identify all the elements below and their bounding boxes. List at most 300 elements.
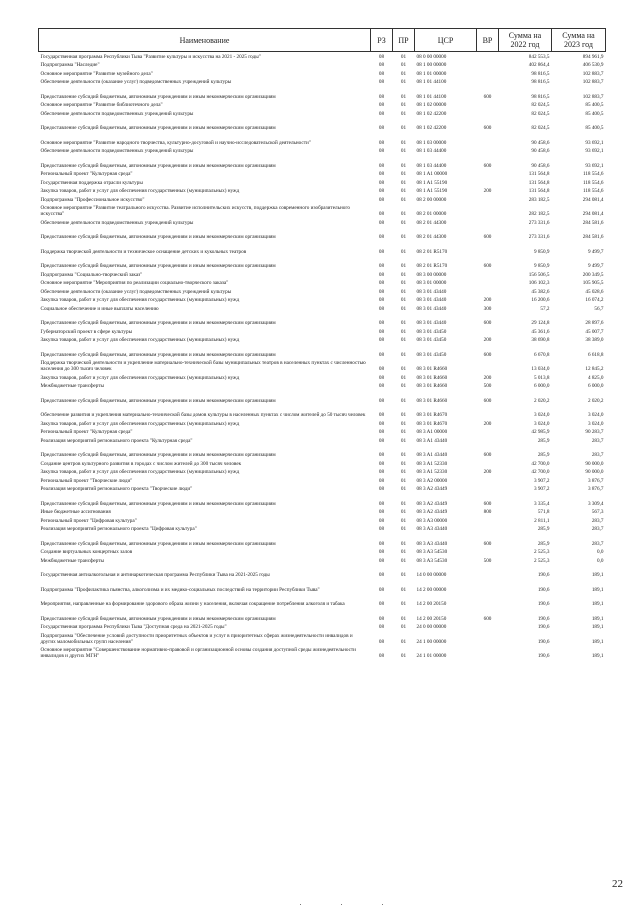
row-vr xyxy=(477,327,499,336)
row-name: Реализация мероприятий регионального проекта "Творческие люди" xyxy=(40,486,193,493)
row-sum-2023: 12 845,2 xyxy=(585,366,604,373)
row-sum-2022: 131 564,8 xyxy=(528,188,550,195)
row-sum-2022: 273 331,6 xyxy=(528,219,550,226)
row-sum-2023: 9 499,7 xyxy=(587,263,604,270)
row-sum-2023: 283,7 xyxy=(591,540,604,547)
row-csr: 08 3 A3 43440 xyxy=(416,526,448,533)
row-vr: 600 xyxy=(483,500,492,507)
row-pr: 01 xyxy=(400,500,407,507)
row-sum-2022: 3 024,0 xyxy=(533,420,550,427)
table-header xyxy=(39,29,606,52)
row-pr: 01 xyxy=(400,420,407,427)
row-csr: 08 3 A3 54530 xyxy=(416,549,448,556)
row-vr: 200 xyxy=(483,374,492,381)
row-name: Социальное обеспечение и иные выплаты населению xyxy=(40,305,159,312)
row-csr: 08 1 A1 00000 xyxy=(416,171,448,178)
row-vr: 600 xyxy=(483,263,492,270)
row-sum-2022: 190,6 xyxy=(537,572,550,579)
table-row xyxy=(39,493,606,508)
row-pr: 01 xyxy=(400,263,407,270)
row-vr xyxy=(477,485,499,494)
table-row xyxy=(39,86,606,101)
row-pr: 01 xyxy=(400,288,407,295)
row-sum-2023: 90 283,7 xyxy=(585,429,604,436)
row-csr: 08 3 01 R4660 xyxy=(416,374,448,381)
row-sum-2023: 118 554,6 xyxy=(582,188,604,195)
row-pr: 01 xyxy=(400,615,407,622)
row-vr: 600 xyxy=(483,162,492,169)
row-csr: 08 3 A1 52330 xyxy=(416,460,448,467)
row-pr: 01 xyxy=(400,374,407,381)
row-csr: 08 1 01 00000 xyxy=(416,70,447,77)
row-rz: 08 xyxy=(378,162,385,169)
row-sum-2023: 4 825,0 xyxy=(587,374,604,381)
row-vr xyxy=(477,623,499,632)
row-pr: 01 xyxy=(400,62,407,69)
row-rz: 08 xyxy=(378,500,385,507)
row-vr: 600 xyxy=(483,125,492,132)
row-pr: 01 xyxy=(400,638,407,645)
row-rz: 08 xyxy=(378,572,385,579)
row-pr: 01 xyxy=(400,234,407,241)
table-row xyxy=(39,118,606,133)
row-csr: 08 2 01 R5170 xyxy=(416,263,448,270)
row-sum-2022: 3 907,2 xyxy=(533,477,550,484)
row-name: Государственная программа Республики Тыва "Доступная среда на 2021-2025 годы" xyxy=(40,624,227,631)
row-pr: 01 xyxy=(400,162,407,169)
row-pr: 01 xyxy=(400,102,407,109)
table-row xyxy=(39,241,606,256)
row-rz: 08 xyxy=(378,179,385,186)
row-csr: 08 3 A1 43440 xyxy=(416,452,448,459)
row-vr: 600 xyxy=(483,540,492,547)
table-row xyxy=(39,195,606,204)
row-pr: 01 xyxy=(400,297,407,304)
table-row xyxy=(39,436,606,445)
row-name: Губернаторский проект в сфере культуры xyxy=(40,328,133,335)
row-vr: 500 xyxy=(483,383,492,390)
row-name: Основное мероприятие "Мероприятия по реализации социально-творческого заказа" xyxy=(40,280,229,287)
row-pr: 01 xyxy=(400,460,407,467)
row-rz: 08 xyxy=(378,53,385,60)
table-row xyxy=(39,109,606,118)
row-vr: 600 xyxy=(483,397,492,404)
row-rz: 08 xyxy=(378,653,385,660)
row-pr: 01 xyxy=(400,337,407,344)
row-sum-2022: 90 458,6 xyxy=(531,148,550,155)
row-csr: 08 3 00 00000 xyxy=(416,271,447,278)
row-vr xyxy=(477,279,499,288)
row-csr: 08 0 00 00000 xyxy=(416,53,447,60)
row-name: Предоставление субсидий бюджетным, автономным учреждениям и иным некоммерческим организациям xyxy=(40,452,276,459)
row-sum-2023: 118 554,6 xyxy=(582,179,604,186)
row-rz: 08 xyxy=(378,93,385,100)
row-vr xyxy=(477,459,499,468)
row-vr xyxy=(477,195,499,204)
row-rz: 08 xyxy=(378,557,385,564)
row-name: Обеспечение деятельности (оказание услуг) подведомственных учреждений культуры xyxy=(40,288,232,295)
row-vr: 200 xyxy=(483,297,492,304)
row-sum-2023: 93 692,1 xyxy=(585,139,604,146)
row-sum-2023: 894 961,9 xyxy=(582,53,604,60)
row-sum-2022: 90 458,6 xyxy=(531,162,550,169)
page-number: 22 xyxy=(612,878,623,890)
row-csr: 08 3 A2 00000 xyxy=(416,477,448,484)
table-row xyxy=(39,61,606,70)
row-vr: 800 xyxy=(483,509,492,516)
row-sum-2023: 406 530,9 xyxy=(582,62,604,69)
table-row xyxy=(39,533,606,548)
row-pr: 01 xyxy=(400,549,407,556)
table-row xyxy=(39,279,606,288)
row-name: Предоставление субсидий бюджетным, автономным учреждениям и иным некоммерческим организациям xyxy=(40,351,276,358)
row-csr: 24 0 00 00000 xyxy=(416,624,447,631)
row-vr: 200 xyxy=(483,337,492,344)
row-name: Закупка товаров, работ и услуг для обеспечения государственных (муниципальных) нужд xyxy=(40,297,240,304)
row-pr: 01 xyxy=(400,624,407,631)
row-sum-2023: 189,1 xyxy=(591,653,604,660)
row-rz: 08 xyxy=(378,234,385,241)
row-csr: 08 1 A1 55190 xyxy=(416,188,448,195)
scan-dots xyxy=(300,892,500,896)
row-sum-2022: 90 458,6 xyxy=(531,139,550,146)
col-header-sum-2023: Сумма на 2023 год xyxy=(552,29,606,52)
table-row xyxy=(39,485,606,494)
row-sum-2022: 190,6 xyxy=(537,586,550,593)
row-name: Обеспечение деятельности подведомственных учреждений культуры xyxy=(40,110,194,117)
row-name: Реализация мероприятий регионального проекта "Культурная среда" xyxy=(40,437,193,444)
row-rz: 08 xyxy=(378,211,385,218)
row-vr xyxy=(477,405,499,420)
row-name: Основное мероприятие "Совершенствование нормативно-правовой и организационной основы создания доступной среды жизнедеятельности инвалидов и других МГН" xyxy=(40,647,356,660)
table-body xyxy=(39,52,606,661)
row-sum-2022: 106 102,3 xyxy=(528,280,550,287)
row-sum-2022: 82 024,5 xyxy=(531,102,550,109)
row-rz: 08 xyxy=(378,320,385,327)
row-vr xyxy=(477,548,499,557)
row-sum-2022: 42 700,0 xyxy=(531,469,550,476)
row-vr xyxy=(477,359,499,374)
row-rz: 08 xyxy=(378,196,385,203)
row-vr xyxy=(477,241,499,256)
table-row xyxy=(39,132,606,147)
row-sum-2023: 0,0 xyxy=(597,557,604,564)
row-sum-2023: 105 905,5 xyxy=(582,280,604,287)
row-vr xyxy=(477,101,499,110)
row-csr: 14 2 00 20150 xyxy=(416,601,447,608)
row-name: Основное мероприятие "Развитие музейного дела" xyxy=(40,70,153,77)
row-sum-2022: 5 013,8 xyxy=(533,374,550,381)
row-name: Поддержка творческой деятельности и техническое оснащение детских и кукольных театров xyxy=(40,248,247,255)
row-csr: 08 3 01 R4660 xyxy=(416,397,448,404)
row-rz: 08 xyxy=(378,351,385,358)
row-name: Региональный проект "Творческие люди" xyxy=(40,477,133,484)
table-row xyxy=(39,52,606,61)
row-vr xyxy=(477,52,499,61)
row-vr xyxy=(477,476,499,485)
row-name: Мероприятия, направленные на формирование здорового образа жизни у населения, включая сокращение потребления алкоголя и табака xyxy=(40,601,345,608)
row-pr: 01 xyxy=(400,366,407,373)
row-csr: 08 3 01 R4660 xyxy=(416,383,448,390)
row-vr xyxy=(477,270,499,279)
row-name: Региональный проект "Культурная среда" xyxy=(40,171,133,178)
row-vr xyxy=(477,436,499,445)
row-csr: 08 3 A2 43449 xyxy=(416,509,448,516)
row-rz: 08 xyxy=(378,540,385,547)
row-sum-2023: 189,1 xyxy=(591,615,604,622)
row-pr: 01 xyxy=(400,429,407,436)
row-rz: 08 xyxy=(378,328,385,335)
row-name: Предоставление субсидий бюджетным, автономным учреждениям и иным некоммерческим организациям xyxy=(40,615,276,622)
table-row xyxy=(39,296,606,305)
row-csr: 08 1 01 44100 xyxy=(416,93,447,100)
row-pr: 01 xyxy=(400,540,407,547)
table-row xyxy=(39,419,606,428)
row-vr: 600 xyxy=(483,93,492,100)
row-sum-2023: 118 554,6 xyxy=(582,171,604,178)
row-sum-2022: 98 816,5 xyxy=(531,70,550,77)
row-name: Предоставление субсидий бюджетным, автономным учреждениям и иным некоммерческим организациям xyxy=(40,320,276,327)
row-sum-2023: 189,1 xyxy=(591,601,604,608)
table-row xyxy=(39,170,606,179)
table-row xyxy=(39,579,606,594)
row-csr: 08 2 00 00000 xyxy=(416,196,447,203)
row-name: Обеспечение развития и укрепления материально-технической базы домов культуры в населенных пунктах с числом жителей до 50 тысяч человек xyxy=(40,412,366,419)
row-sum-2022: 285,9 xyxy=(537,437,550,444)
row-vr xyxy=(477,525,499,534)
row-sum-2023: 3 024,0 xyxy=(587,420,604,427)
row-pr: 01 xyxy=(400,452,407,459)
row-pr: 01 xyxy=(400,477,407,484)
row-vr xyxy=(477,78,499,87)
row-vr xyxy=(477,204,499,219)
row-sum-2022: 2 811,1 xyxy=(534,517,550,524)
row-sum-2023: 85 400,5 xyxy=(585,102,604,109)
row-pr: 01 xyxy=(400,517,407,524)
row-name: Закупка товаров, работ и услуг для обеспечения государственных (муниципальных) нужд xyxy=(40,374,240,381)
row-vr: 600 xyxy=(483,615,492,622)
row-sum-2022: 98 816,5 xyxy=(531,93,550,100)
row-csr: 08 1 A1 55190 xyxy=(416,179,448,186)
table-row xyxy=(39,525,606,534)
row-sum-2023: 102 883,7 xyxy=(582,79,604,86)
row-csr: 14 2 00 00000 xyxy=(416,586,447,593)
table-row xyxy=(39,304,606,313)
row-sum-2023: 294 081,4 xyxy=(582,196,604,203)
row-pr: 01 xyxy=(400,179,407,186)
row-pr: 01 xyxy=(400,139,407,146)
row-vr: 200 xyxy=(483,188,492,195)
table-row xyxy=(39,287,606,296)
row-pr: 01 xyxy=(400,526,407,533)
row-vr xyxy=(477,170,499,179)
row-sum-2023: 294 081,4 xyxy=(582,211,604,218)
row-sum-2022: 16 200,6 xyxy=(531,297,550,304)
row-sum-2022: 45 361,6 xyxy=(531,328,550,335)
row-name: Подпрограмма "Обеспечение условий доступности приоритетных объектов и услуг в приоритетных сферах жизнедеятельности инвалидов и других маломобильных групп населения" xyxy=(40,632,353,645)
row-csr: 08 2 01 R5170 xyxy=(416,248,448,255)
row-rz: 08 xyxy=(378,188,385,195)
row-name: Межбюджетные трансферты xyxy=(40,557,105,564)
row-vr xyxy=(477,565,499,580)
row-sum-2022: 13 034,0 xyxy=(531,366,550,373)
row-rz: 08 xyxy=(378,288,385,295)
row-sum-2023: 283,7 xyxy=(591,437,604,444)
row-name: Межбюджетные трансферты xyxy=(40,383,105,390)
row-pr: 01 xyxy=(400,305,407,312)
row-sum-2022: 3 335,4 xyxy=(533,500,550,507)
row-vr xyxy=(477,594,499,609)
row-sum-2022: 2 525,3 xyxy=(533,557,550,564)
row-csr: 24 1 01 00000 xyxy=(416,653,447,660)
row-sum-2022: 282 182,5 xyxy=(528,211,550,218)
row-name: Государственная поддержка отрасли культуры xyxy=(40,179,143,186)
table-row xyxy=(39,382,606,391)
row-vr: 600 xyxy=(483,234,492,241)
row-sum-2022: 57,2 xyxy=(540,305,550,312)
row-sum-2022: 131 564,8 xyxy=(528,179,550,186)
row-vr xyxy=(477,132,499,147)
table-row xyxy=(39,69,606,78)
row-name: Основное мероприятие "Развитие библиотечного дела" xyxy=(40,102,163,109)
row-csr: 08 1 03 44400 xyxy=(416,162,447,169)
row-pr: 01 xyxy=(400,351,407,358)
row-rz: 08 xyxy=(378,477,385,484)
col-header-name: Наименование xyxy=(39,29,371,52)
table-row xyxy=(39,155,606,170)
row-csr: 08 1 02 42200 xyxy=(416,125,447,132)
row-rz: 08 xyxy=(378,297,385,304)
row-sum-2023: 38 389,0 xyxy=(585,337,604,344)
row-name: Предоставление субсидий бюджетным, автономным учреждениям и иным некоммерческим организациям xyxy=(40,540,276,547)
row-sum-2023: 56,7 xyxy=(594,305,604,312)
row-rz: 08 xyxy=(378,486,385,493)
table-row xyxy=(39,218,606,227)
row-name: Предоставление субсидий бюджетным, автономным учреждениям и иным некоммерческим организациям xyxy=(40,162,276,169)
row-sum-2023: 85 400,5 xyxy=(585,110,604,117)
row-pr: 01 xyxy=(400,53,407,60)
row-vr: 600 xyxy=(483,320,492,327)
row-name: Региональный проект "Культурная среда" xyxy=(40,429,133,436)
table-row xyxy=(39,147,606,156)
row-sum-2023: 189,1 xyxy=(591,572,604,579)
row-vr xyxy=(477,69,499,78)
row-rz: 08 xyxy=(378,412,385,419)
table-row xyxy=(39,476,606,485)
row-sum-2022: 98 816,5 xyxy=(531,79,550,86)
col-header-rz: РЗ xyxy=(371,29,393,52)
row-sum-2022: 273 331,6 xyxy=(528,234,550,241)
row-sum-2023: 3 024,0 xyxy=(587,412,604,419)
row-csr: 08 3 A1 00000 xyxy=(416,429,448,436)
row-sum-2022: 2 525,3 xyxy=(533,549,550,556)
row-vr xyxy=(477,218,499,227)
table-row xyxy=(39,556,606,565)
row-rz: 08 xyxy=(378,337,385,344)
row-rz: 08 xyxy=(378,517,385,524)
row-vr: 600 xyxy=(483,351,492,358)
row-rz: 08 xyxy=(378,139,385,146)
row-name: Предоставление субсидий бюджетным, автономным учреждениям и иным некоммерческим организациям xyxy=(40,397,276,404)
row-csr: 08 3 A2 43449 xyxy=(416,500,448,507)
row-sum-2022: 9 850,9 xyxy=(533,263,550,270)
row-sum-2023: 189,1 xyxy=(591,638,604,645)
table-row xyxy=(39,390,606,405)
row-pr: 01 xyxy=(400,469,407,476)
row-sum-2022: 9 850,9 xyxy=(533,248,550,255)
row-sum-2022: 283 182,5 xyxy=(528,196,550,203)
row-csr: 08 3 A2 43449 xyxy=(416,486,448,493)
row-csr: 08 3 01 R4670 xyxy=(416,420,448,427)
row-sum-2023: 93 692,1 xyxy=(585,162,604,169)
row-sum-2023: 16 074,2 xyxy=(585,297,604,304)
table-row xyxy=(39,594,606,609)
row-csr: 08 3 01 43440 xyxy=(416,288,447,295)
row-sum-2023: 567,3 xyxy=(591,509,604,516)
row-csr: 08 3 01 R4660 xyxy=(416,366,448,373)
row-sum-2023: 284 581,6 xyxy=(582,234,604,241)
row-rz: 08 xyxy=(378,110,385,117)
row-sum-2023: 102 883,7 xyxy=(582,93,604,100)
row-name: Предоставление субсидий бюджетным, автономным учреждениям и иным некоммерческим организациям xyxy=(40,263,276,270)
row-csr: 08 3 A3 00000 xyxy=(416,517,448,524)
row-rz: 08 xyxy=(378,171,385,178)
row-vr xyxy=(477,516,499,525)
row-name: Обеспечение деятельности подведомственных учреждений культуры xyxy=(40,148,194,155)
row-sum-2022: 285,9 xyxy=(537,540,550,547)
row-rz: 08 xyxy=(378,549,385,556)
row-sum-2023: 3 876,7 xyxy=(587,477,604,484)
row-vr xyxy=(477,287,499,296)
row-csr: 08 3 A1 52330 xyxy=(416,469,448,476)
row-vr: 200 xyxy=(483,469,492,476)
row-name: Создание виртуальных концертных залов xyxy=(40,549,133,556)
row-name: Государственная антиалкогольная и антинаркотическая программа Республики Тыва на 2021-2025 годы xyxy=(40,572,270,579)
row-vr: 600 xyxy=(483,452,492,459)
row-rz: 08 xyxy=(378,638,385,645)
row-name: Закупка товаров, работ и услуг для обеспечения государственных (муниципальных) нужд xyxy=(40,337,240,344)
row-name: Подпрограмма "Социально-творческий заказ" xyxy=(40,271,143,278)
row-csr: 08 3 01 43450 xyxy=(416,328,447,335)
row-pr: 01 xyxy=(400,320,407,327)
table-row xyxy=(39,359,606,374)
row-csr: 08 2 01 44300 xyxy=(416,219,447,226)
row-name: Подпрограмма "Профилактика пьянства, алкоголизма и их медико-социальных последствий на территории Республики Тыва" xyxy=(40,586,320,593)
table-row xyxy=(39,646,606,661)
table-row xyxy=(39,227,606,242)
table-row xyxy=(39,327,606,336)
row-pr: 01 xyxy=(400,93,407,100)
row-sum-2022: 42 700,0 xyxy=(531,460,550,467)
row-sum-2022: 190,6 xyxy=(537,615,550,622)
row-vr xyxy=(477,178,499,187)
row-rz: 08 xyxy=(378,420,385,427)
table-row xyxy=(39,468,606,477)
row-pr: 01 xyxy=(400,280,407,287)
row-name: Реализация мероприятий регионального проекта "Цифровая культура" xyxy=(40,526,197,533)
row-sum-2023: 3 876,7 xyxy=(587,486,604,493)
row-sum-2022: 571,8 xyxy=(537,509,550,516)
row-sum-2022: 3 907,2 xyxy=(533,486,550,493)
table-row xyxy=(39,101,606,110)
row-vr xyxy=(477,579,499,594)
table-row xyxy=(39,623,606,632)
row-sum-2022: 82 024,5 xyxy=(531,110,550,117)
row-rz: 08 xyxy=(378,469,385,476)
row-vr: 200 xyxy=(483,420,492,427)
table-row xyxy=(39,516,606,525)
row-csr: 08 1 02 00000 xyxy=(416,102,447,109)
